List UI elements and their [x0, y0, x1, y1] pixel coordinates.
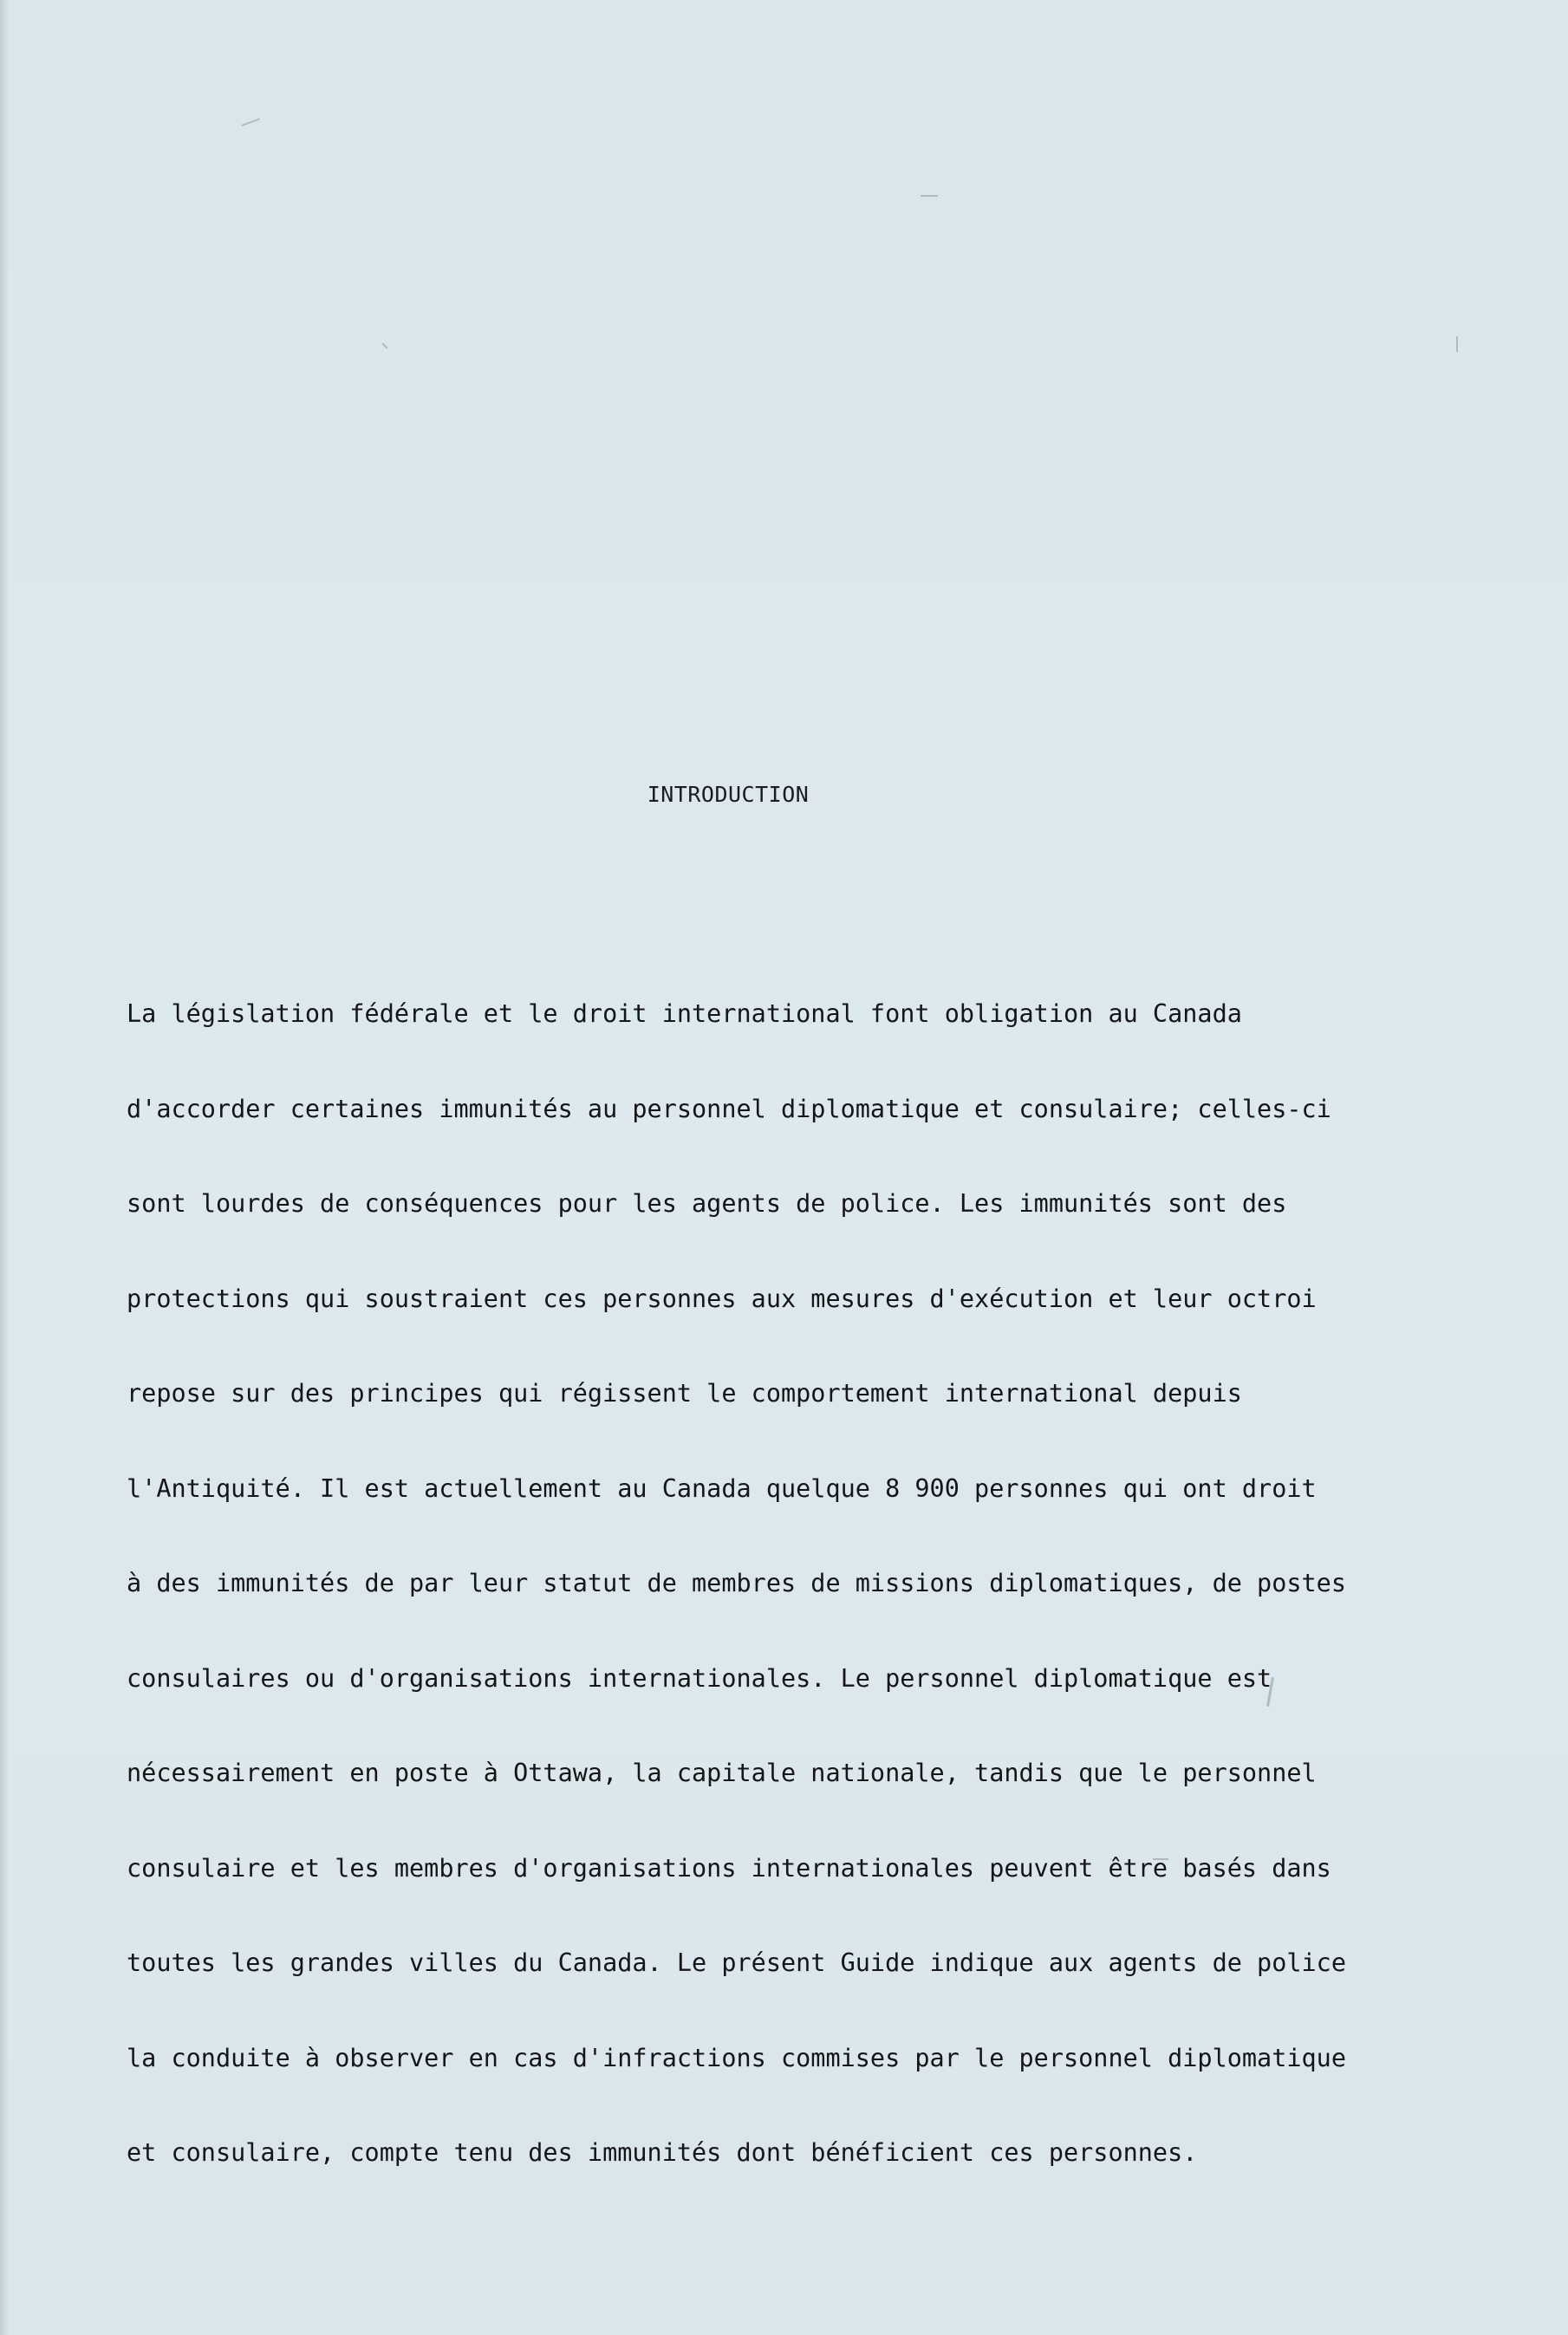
- paragraph-line: toutes les grandes villes du Canada. Le présent Guide indique aux agents de police: [127, 1948, 1346, 1977]
- paragraph-line: protections qui soustraient ces personnes aux mesures d'exécution et leur octroi: [127, 1284, 1317, 1313]
- paragraph-line: d'accorder certaines immunités au personnel diplomatique et consulaire; celles-ci: [127, 1094, 1331, 1123]
- paragraph-line: la conduite à observer en cas d'infractions commises par le personnel diplomatique: [127, 2043, 1346, 2072]
- scan-speck: [381, 342, 387, 348]
- paragraph-line: La législation fédérale et le droit international font obligation au Canada: [127, 999, 1242, 1028]
- page-left-edge: [0, 0, 9, 2335]
- paragraph-line: repose sur des principes qui régissent le comportement international depuis: [127, 1379, 1242, 1408]
- paragraph-line: et consulaire, compte tenu des immunités dont bénéficient ces personnes.: [127, 2138, 1198, 2167]
- scan-speck: [1456, 336, 1458, 352]
- body-paragraph: [127, 935, 1444, 2233]
- paragraph-line: consulaire et les membres d'organisations internationales peuvent être basés dans: [127, 1853, 1331, 1883]
- paragraph-line: sont lourdes de conséquences pour les agents de police. Les immunités sont des: [127, 1189, 1287, 1218]
- paragraph-line: nécessairement en poste à Ottawa, la capitale nationale, tandis que le personnel: [127, 1759, 1317, 1787]
- paragraph-line: consulaires ou d'organisations internationales. Le personnel diplomatique est: [127, 1663, 1272, 1693]
- scan-speck: [241, 118, 259, 126]
- paragraph-line: à des immunités de par leur statut de membres de missions diplomatiques, de postes: [127, 1569, 1346, 1597]
- paragraph-line: l'Antiquité. Il est actuellement au Canada quelque 8 900 personnes qui ont droit: [127, 1473, 1317, 1503]
- page-title: INTRODUCTION: [647, 782, 810, 807]
- scan-speck: [921, 195, 938, 197]
